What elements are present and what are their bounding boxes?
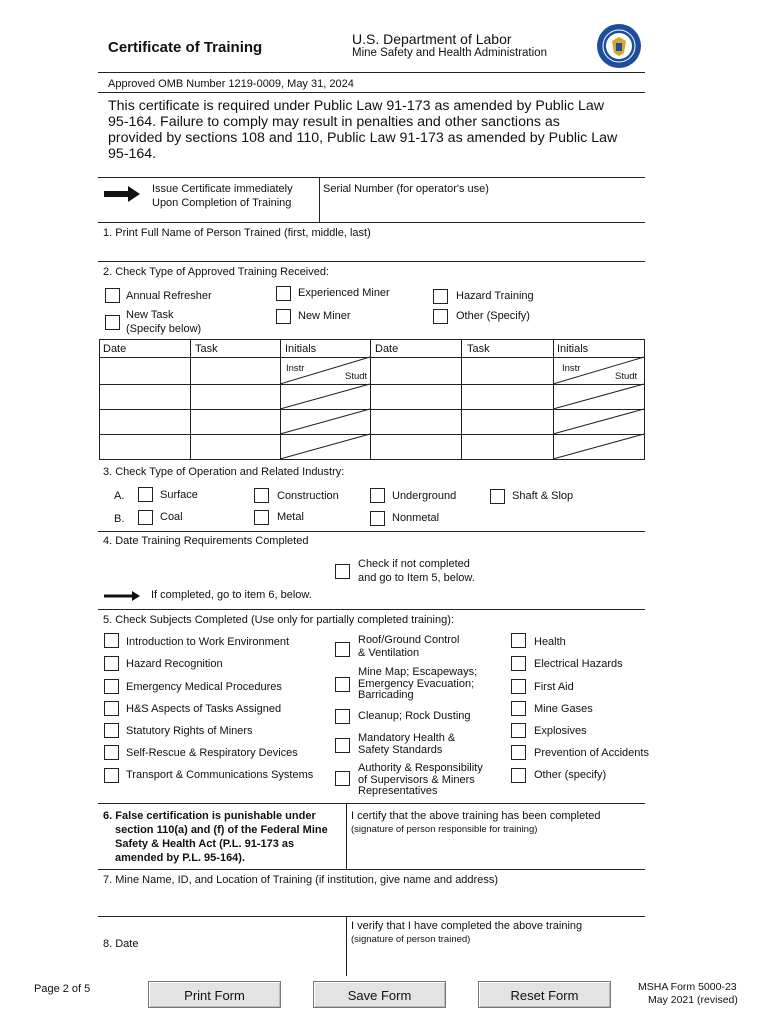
other-specify-checkbox[interactable] (433, 309, 448, 324)
subject-map-label-2: Emergency Evacuation; (358, 678, 475, 690)
item4-label: 4. Date Training Requirements Completed (103, 535, 309, 547)
subject-col3-label-2: Electrical Hazards (534, 658, 623, 670)
experienced-miner-label: Experienced Miner (298, 287, 390, 299)
metal-label: Metal (277, 511, 304, 523)
subject-col3-label-7: Other (specify) (534, 769, 607, 781)
coal-checkbox[interactable] (138, 510, 153, 525)
subject-authority-label-1: Authority & Responsibility (358, 762, 483, 774)
subject-col3-label-1: Health (534, 636, 566, 648)
subject-map-label-1: Mine Map; Escapeways; (358, 666, 478, 678)
serial-number-label: Serial Number (for operator's use) (323, 183, 489, 195)
law-notice: This certificate is required under Public Law 91-173 as amended by Public Law 95-164. Failure to comply may result in penalties and other sanctions as provided by sections 108 and 110, Public Law 91-173 as amended by Public Law 95-164. (108, 98, 618, 162)
subject-col1-label-6: Self-Rescue & Respiratory Devices (126, 747, 298, 759)
row-a-label: A. (114, 490, 125, 502)
new-miner-checkbox[interactable] (276, 309, 291, 324)
certify-signature-label: (signature of person responsible for training) (351, 824, 538, 835)
full-name-field[interactable] (99, 241, 645, 261)
table-header-date-1: Date (103, 343, 127, 355)
construction-label: Construction (277, 490, 339, 502)
item1-label: 1. Print Full Name of Person Trained (first, middle, last) (103, 227, 371, 239)
subject-roof-label-2: & Ventilation (358, 647, 420, 659)
new-miner-label: New Miner (298, 310, 351, 322)
subject-col1-label-4: H&S Aspects of Tasks Assigned (126, 703, 282, 715)
item7-label: 7. Mine Name, ID, and Location of Training (if institution, give name and address) (103, 874, 498, 886)
surface-checkbox[interactable] (138, 487, 153, 502)
table-header-date-2: Date (375, 343, 399, 355)
subject-col1-checkbox-7[interactable] (104, 768, 119, 783)
new-task-label: New Task (126, 309, 174, 321)
arrow-right-small-icon (104, 591, 140, 601)
annual-refresher-checkbox[interactable] (105, 288, 120, 303)
shaft-slop-checkbox[interactable] (490, 489, 505, 504)
dol-seal-icon (596, 23, 642, 69)
subject-col3-checkbox-2[interactable] (511, 656, 526, 671)
underground-checkbox[interactable] (370, 488, 385, 503)
subject-roof-checkbox[interactable] (335, 642, 350, 657)
trained-date-field[interactable] (140, 930, 340, 958)
subject-col1-label-3: Emergency Medical Procedures (126, 681, 282, 693)
instr-label-2: Instr (562, 363, 581, 374)
item2-label: 2. Check Type of Approved Training Received: (103, 266, 330, 278)
table-header-task-1: Task (195, 343, 218, 355)
subject-col3-label-3: First Aid (534, 681, 574, 693)
subject-col1-checkbox-6[interactable] (104, 745, 119, 760)
arrow-right-icon (104, 186, 140, 202)
table-header-initials-2: Initials (557, 343, 589, 355)
mine-name-field[interactable] (99, 889, 645, 915)
studt-label-2: Studt (615, 371, 638, 382)
subject-col1-label-2: Hazard Recognition (126, 658, 223, 670)
item5-rule (98, 803, 645, 804)
annual-refresher-label: Annual Refresher (126, 290, 212, 302)
subject-mandatory-label-1: Mandatory Health & (358, 732, 456, 744)
subject-col3-checkbox-3[interactable] (511, 679, 526, 694)
subject-cleanup-label: Cleanup; Rock Dusting (358, 710, 471, 722)
surface-label: Surface (160, 489, 198, 501)
item3-label: 3. Check Type of Operation and Related Industry: (103, 466, 345, 478)
subject-col1-checkbox-1[interactable] (104, 633, 119, 648)
nonmetal-checkbox[interactable] (370, 511, 385, 526)
subject-col1-checkbox-4[interactable] (104, 701, 119, 716)
header-rule (98, 72, 645, 73)
if-completed-note: If completed, go to item 6, below. (151, 589, 312, 601)
form-revision: May 2021 (revised) (648, 994, 738, 1006)
issue-bottom-rule (98, 222, 645, 223)
not-completed-checkbox[interactable] (335, 564, 350, 579)
item6-rule (98, 869, 645, 870)
verify-statement: I verify that I have completed the above training (351, 920, 583, 932)
subject-col3-checkbox-1[interactable] (511, 633, 526, 648)
new-task-specify-label: (Specify below) (126, 323, 202, 335)
subject-col3-checkbox-5[interactable] (511, 723, 526, 738)
item4-rule (98, 609, 645, 610)
subject-authority-checkbox[interactable] (335, 771, 350, 786)
verify-signature-label: (signature of person trained) (351, 934, 471, 945)
item6-line-4: amended by P.L. 95-164). (115, 852, 246, 864)
page-number: Page 2 of 5 (34, 983, 91, 995)
subject-col1-label-1: Introduction to Work Environment (126, 636, 290, 648)
item5-label: 5. Check Subjects Completed (Use only for partially completed training): (103, 614, 454, 626)
trainee-signature-field[interactable] (348, 948, 645, 974)
subject-col1-label-5: Statutory Rights of Miners (126, 725, 253, 737)
agency-name: Mine Safety and Health Administration (352, 47, 547, 59)
subject-roof-label-1: Roof/Ground Control (358, 634, 460, 646)
date-completed-field[interactable] (99, 550, 329, 584)
save-form-button[interactable]: Save Form (313, 981, 446, 1008)
shaft-slop-label: Shaft & Slop (512, 490, 574, 502)
hazard-training-checkbox[interactable] (433, 289, 448, 304)
new-task-checkbox[interactable] (105, 315, 120, 330)
item8-divider (346, 916, 347, 976)
coal-label: Coal (160, 511, 183, 523)
subject-col3-checkbox-6[interactable] (511, 745, 526, 760)
subject-col3-label-6: Prevention of Accidents (534, 747, 649, 759)
construction-checkbox[interactable] (254, 488, 269, 503)
row-b-label: B. (114, 513, 125, 525)
subject-col1-checkbox-2[interactable] (104, 656, 119, 671)
subject-mandatory-checkbox[interactable] (335, 738, 350, 753)
instr-label-1: Instr (286, 363, 305, 374)
form-id: MSHA Form 5000-23 (638, 981, 737, 993)
item6-line-3: Safety & Health Act (P.L. 91-173 as (115, 838, 295, 850)
subject-col3-label-4: Mine Gases (534, 703, 593, 715)
item3-rule (98, 531, 645, 532)
underground-label: Underground (392, 490, 457, 502)
hazard-training-label: Hazard Training (456, 290, 534, 302)
subject-col1-label-7: Transport & Communications Systems (126, 769, 314, 781)
subject-cleanup-checkbox[interactable] (335, 709, 350, 724)
department-name: U.S. Department of Labor (352, 31, 512, 47)
other-specify-label: Other (Specify) (456, 310, 530, 322)
not-completed-line-2: and go to Item 5, below. (358, 572, 475, 584)
subject-map-checkbox[interactable] (335, 677, 350, 692)
certify-statement: I certify that the above training has been completed (351, 810, 601, 822)
issue-line-1: Issue Certificate immediately (152, 183, 293, 195)
trainer-signature-field[interactable] (348, 838, 645, 868)
studt-label-1: Studt (345, 371, 368, 382)
subject-mandatory-label-2: Safety Standards (358, 744, 443, 756)
nonmetal-label: Nonmetal (392, 512, 440, 524)
table-header-initials-1: Initials (285, 343, 317, 355)
subject-authority-label-3: Representatives (358, 785, 438, 797)
table-header-task-2: Task (467, 343, 490, 355)
item7-rule (98, 916, 645, 917)
item8-label: 8. Date (103, 938, 139, 950)
training-table (99, 339, 645, 460)
subject-col3-checkbox-4[interactable] (511, 701, 526, 716)
subject-col3-label-5: Explosives (534, 725, 587, 737)
not-completed-line-1: Check if not completed (358, 558, 470, 570)
issue-top-rule (98, 177, 645, 178)
experienced-miner-checkbox[interactable] (276, 286, 291, 301)
omb-rule (98, 92, 645, 93)
subject-map-label-3: Barricading (358, 689, 414, 701)
serial-number-field[interactable] (320, 197, 645, 221)
print-form-button[interactable]: Print Form (148, 981, 281, 1008)
form-title: Certificate of Training (108, 39, 263, 56)
subject-col1-checkbox-5[interactable] (104, 723, 119, 738)
subject-col3-checkbox-7[interactable] (511, 768, 526, 783)
issue-line-2: Upon Completion of Training (152, 197, 292, 209)
item6-line-1: 6. False certification is punishable under (103, 810, 316, 822)
subject-authority-label-2: of Supervisors & Miners (358, 774, 475, 786)
metal-checkbox[interactable] (254, 510, 269, 525)
reset-form-button[interactable]: Reset Form (478, 981, 611, 1008)
item6-line-2: section 110(a) and (f) of the Federal Mine (115, 824, 328, 836)
item6-divider (346, 803, 347, 869)
subject-col1-checkbox-3[interactable] (104, 679, 119, 694)
item1-rule (98, 261, 645, 262)
omb-number: Approved OMB Number 1219-0009, May 31, 2024 (108, 78, 354, 90)
